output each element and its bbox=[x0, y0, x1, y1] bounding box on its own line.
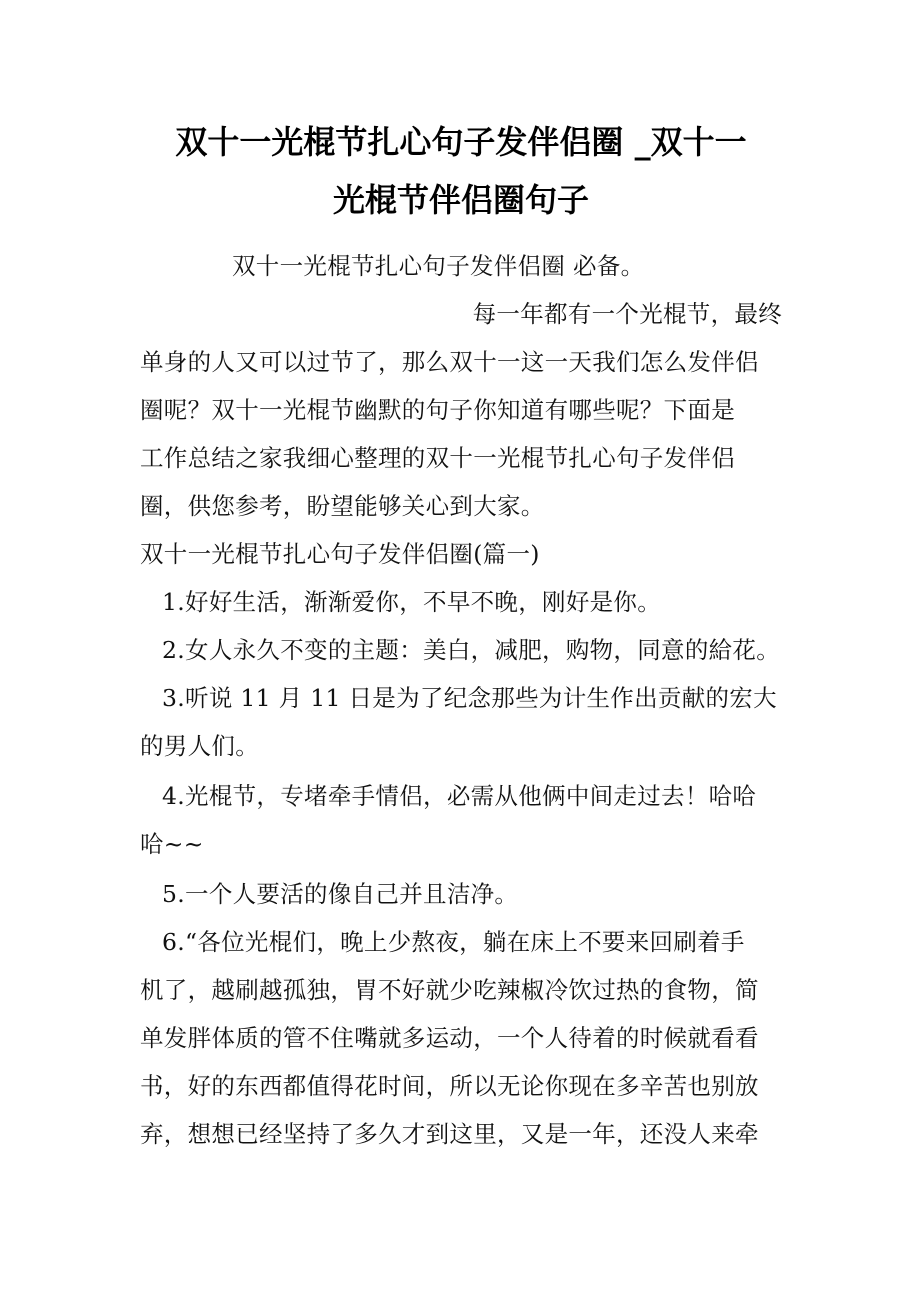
section-heading: 双十一光棍节扎心句子发伴侣圈(篇一) bbox=[140, 540, 540, 568]
intro-paragraph-line: 单身的人又可以过节了，那么双十一这一天我们怎么发伴侣 bbox=[140, 348, 759, 376]
list-item-6-continuation: 单发胖体质的管不住嘴就多运动，一个人待着的时候就看看 bbox=[140, 1024, 759, 1052]
list-item-6: 6.“各位光棍们，晚上少熬夜，躺在床上不要来回刷着手 bbox=[162, 928, 745, 956]
intro-paragraph-line: 圈，供您参考，盼望能够关心到大家。 bbox=[140, 492, 545, 520]
list-item-4: 4.光棍节，专堵牵手情侣，必需从他俩中间走过去！哈哈 bbox=[162, 782, 757, 810]
list-item-3: 3.听说 11 月 11 日是为了纪念那些为计生作出贡献的宏大 bbox=[162, 684, 777, 712]
list-item-6-continuation: 弃，想想已经坚持了多久才到这里，又是一年，还没人来牵 bbox=[140, 1120, 759, 1148]
intro-paragraph-line: 圈呢？双十一光棍节幽默的句子你知道有哪些呢？下面是 bbox=[140, 396, 735, 424]
intro-paragraph-line: 工作总结之家我细心整理的双十一光棍节扎心句子发伴侣 bbox=[140, 444, 735, 472]
list-item-3-continuation: 的男人们。 bbox=[140, 732, 259, 760]
list-item-6-continuation: 机了，越刷越孤独，胃不好就少吃辣椒冷饮过热的食物，简 bbox=[140, 976, 759, 1004]
document-title-line-1: 双十一光棍节扎心句子发伴侣圈 _双十一 bbox=[175, 123, 747, 161]
intro-paragraph-line: 每一年都有一个光棍节，最终 bbox=[472, 300, 782, 328]
document-subtitle: 双十一光棍节扎心句子发伴侣圈 必备。 bbox=[232, 252, 645, 280]
list-item-2: 2.女人永久不变的主题：美白，减肥，购物，同意的給花。 bbox=[162, 636, 781, 664]
list-item-1: 1.好好生活，渐渐爱你，不早不晚，刚好是你。 bbox=[162, 588, 662, 616]
list-item-5: 5.一个人要活的像自己并且洁净。 bbox=[162, 880, 519, 908]
list-item-4-continuation: 哈~~ bbox=[140, 830, 204, 858]
document-title-line-2: 光棍节伴侣圈句子 bbox=[332, 181, 589, 219]
list-item-6-continuation: 书，好的东西都值得花时间，所以无论你现在多辛苦也别放 bbox=[140, 1072, 759, 1100]
